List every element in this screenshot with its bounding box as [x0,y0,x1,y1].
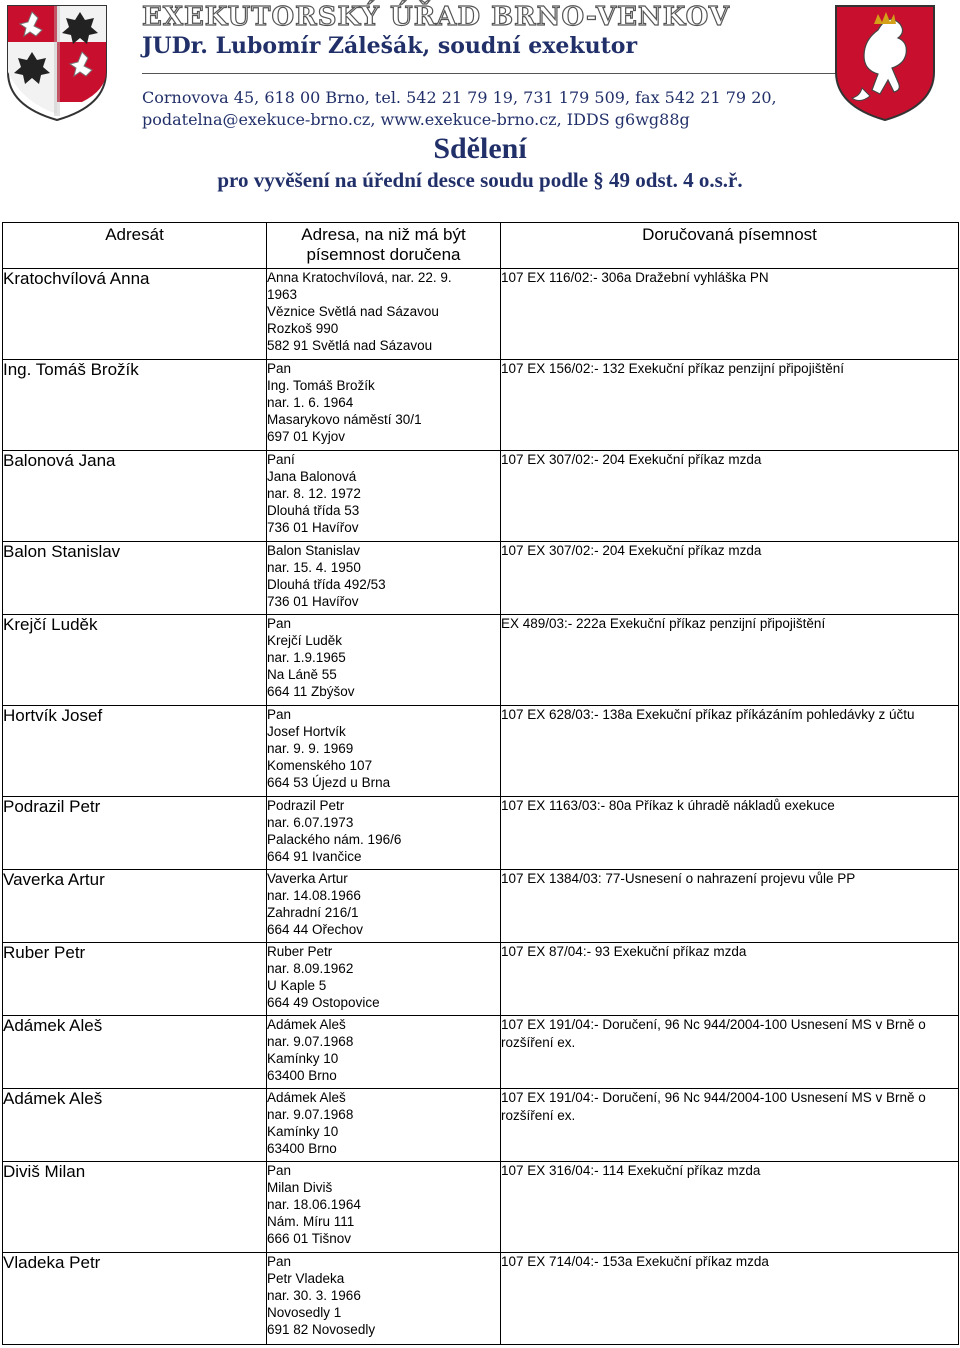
table-row [3,360,959,451]
address-line: 666 01 Tišnov [267,1231,352,1246]
table-row [3,870,959,943]
addressee-cell: Ruber Petr [3,943,267,1016]
address-line: 691 82 Novosedly [267,1322,376,1337]
address-line: nar. 1. 6. 1964 [267,395,354,410]
table-row [3,1016,959,1089]
office-title: EXEKUTORSKÝ ÚŘAD BRNO-VENKOV [142,2,730,32]
address-cell [267,1162,501,1253]
address-line: Dlouhá třída 53 [267,503,360,518]
addressee-cell: Hortvík Josef [3,706,267,797]
address-line: nar. 18.06.1964 [267,1197,361,1212]
address-line: Milan Diviš [267,1180,333,1195]
document-cell: EX 489/03:- 222a Exekuční příkaz penzijní připojištění [501,615,959,706]
address-cell [267,360,501,451]
document-cell: 107 EX 87/04:- 93 Exekuční příkaz mzda [501,943,959,1016]
address-line: Novosedly 1 [267,1305,342,1320]
table-row [3,269,959,360]
address-cell [267,870,501,943]
executor-name: JUDr. Lubomír Zálešák, soudní exekutor [142,33,638,59]
address-line: 1963 [267,287,298,302]
address-line: Komenského 107 [267,758,373,773]
address-line: Paní [267,452,295,467]
table-row [3,1089,959,1162]
address-line: Krejčí Luděk [267,633,343,648]
address-line: 664 44 Ořechov [267,922,364,937]
address-line: Palackého nám. 196/6 [267,832,402,847]
address-line: U Kaple 5 [267,978,327,993]
document-cell: 107 EX 307/02:- 204 Exekuční příkaz mzda [501,542,959,615]
address-cell [267,451,501,542]
address-line: 63400 Brno [267,1068,337,1083]
address-line: nar. 8. 12. 1972 [267,486,361,501]
document-cell: 107 EX 116/02:- 306a Dražební vyhláška PN [501,269,959,360]
address-line: Pan [267,1163,292,1178]
table-row [3,1253,959,1345]
address-line: 63400 Brno [267,1141,337,1156]
address-line: Kamínky 10 [267,1124,339,1139]
addressee-cell: Vladeka Petr [3,1253,267,1345]
address-line: Adámek Aleš [267,1090,346,1105]
contact-line-1: Cornovova 45, 618 00 Brno, tel. 542 21 79 19, 731 179 509, fax 542 21 79 20, [142,88,777,107]
document-cell: 107 EX 307/02:- 204 Exekuční příkaz mzda [501,451,959,542]
address-line: Rozkoš 990 [267,321,339,336]
addressee-cell: Diviš Milan [3,1162,267,1253]
document-subtitle: pro vyvěšení na úřední desce soudu podle § 49 odst. 4 o.s.ř. [217,168,743,192]
address-cell [267,1089,501,1162]
address-line: Nám. Míru 111 [267,1214,355,1229]
address-line: Jana Balonová [267,469,357,484]
address-line: Na Láně 55 [267,667,337,682]
address-line: Anna Kratochvílová, nar. 22. 9. [267,270,452,285]
table-body [3,269,959,1345]
notices-table [2,222,959,1345]
address-line: 736 01 Havířov [267,520,359,535]
table-header-row [3,223,959,269]
address-line: nar. 30. 3. 1966 [267,1288,361,1303]
addressee-cell: Kratochvílová Anna [3,269,267,360]
address-line: Dlouhá třída 492/53 [267,577,386,592]
document-cell: 107 EX 316/04:- 114 Exekuční příkaz mzda [501,1162,959,1253]
addressee-cell: Podrazil Petr [3,797,267,870]
letterhead [0,0,960,218]
table-row [3,1162,959,1253]
addressee-cell: Adámek Aleš [3,1089,267,1162]
address-line: 664 49 Ostopovice [267,995,380,1010]
table-row [3,451,959,542]
address-cell [267,542,501,615]
address-line: nar. 1.9.1965 [267,650,346,665]
address-line: Josef Hortvík [267,724,346,739]
table-row [3,542,959,615]
header-addressee: Adresát [3,223,267,269]
address-cell [267,706,501,797]
table-row [3,943,959,1016]
document-cell: 107 EX 156/02:- 132 Exekuční příkaz penzijní připojištění [501,360,959,451]
address-cell [267,1253,501,1345]
address-line: Ruber Petr [267,944,333,959]
address-cell [267,797,501,870]
address-line: Zahradní 216/1 [267,905,359,920]
document-title: Sdělení [433,132,527,165]
address-line: Kamínky 10 [267,1051,339,1066]
address-line: Balon Stanislav [267,543,361,558]
document-cell: 107 EX 1163/03:- 80a Příkaz k úhradě nákladů exekuce [501,797,959,870]
header-document: Doručovaná písemnost [501,223,959,269]
address-line: nar. 14.08.1966 [267,888,361,903]
address-line: 582 91 Světlá nad Sázavou [267,338,433,353]
address-line: Věznice Světlá nad Sázavou [267,304,439,319]
address-line: Vaverka Artur [267,871,348,886]
address-line: 664 53 Újezd u Brna [267,775,391,790]
address-line: 664 91 Ivančice [267,849,362,864]
header-divider [142,73,922,74]
address-cell [267,615,501,706]
table-row [3,797,959,870]
address-line: nar. 15. 4. 1950 [267,560,361,575]
document-cell: 107 EX 1384/03: 77-Usnesení o nahrazení projevu vůle PP [501,870,959,943]
document-cell: 107 EX 628/03:- 138a Exekuční příkaz příkázáním pohledávky z účtu [501,706,959,797]
address-line: nar. 9.07.1968 [267,1034,354,1049]
address-line: Adámek Aleš [267,1017,346,1032]
address-line: 736 01 Havířov [267,594,359,609]
addressee-cell: Adámek Aleš [3,1016,267,1089]
address-cell [267,943,501,1016]
address-line: Pan [267,616,292,631]
addressee-cell: Ing. Tomáš Brožík [3,360,267,451]
address-line: 664 11 Zbýšov [267,684,355,699]
document-cell: 107 EX 191/04:- Doručení, 96 Nc 944/2004-100 Usnesení MS v Brně o rozšíření ex. [501,1016,959,1089]
address-line: nar. 9. 9. 1969 [267,741,354,756]
address-line: 697 01 Kyjov [267,429,346,444]
contact-line-2: podatelna@exekuce-brno.cz, www.exekuce-brno.cz, IDDS g6wg88g [142,110,690,129]
addressee-cell: Balon Stanislav [3,542,267,615]
moravian-eagle-crest-icon [2,2,112,122]
addressee-cell: Balonová Jana [3,451,267,542]
address-cell [267,1016,501,1089]
address-line: Podrazil Petr [267,798,345,813]
address-line: Masarykovo náměstí 30/1 [267,412,422,427]
address-line: nar. 9.07.1968 [267,1107,354,1122]
address-line: Pan [267,707,292,722]
table-row [3,615,959,706]
document-cell: 107 EX 191/04:- Doručení, 96 Nc 944/2004-100 Usnesení MS v Brně o rozšíření ex. [501,1089,959,1162]
czech-lion-crest-icon [830,2,940,122]
addressee-cell: Krejčí Luděk [3,615,267,706]
address-cell [267,269,501,360]
address-line: nar. 8.09.1962 [267,961,354,976]
addressee-cell: Vaverka Artur [3,870,267,943]
address-line: Ing. Tomáš Brožík [267,378,375,393]
table-row [3,706,959,797]
document-cell: 107 EX 714/04:- 153a Exekuční příkaz mzda [501,1253,959,1345]
address-line: nar. 6.07.1973 [267,815,354,830]
header-address: Adresa, na niž má být písemnost doručena [267,223,501,269]
address-line: Pan [267,1254,292,1269]
address-line: Petr Vladeka [267,1271,345,1286]
address-line: Pan [267,361,292,376]
